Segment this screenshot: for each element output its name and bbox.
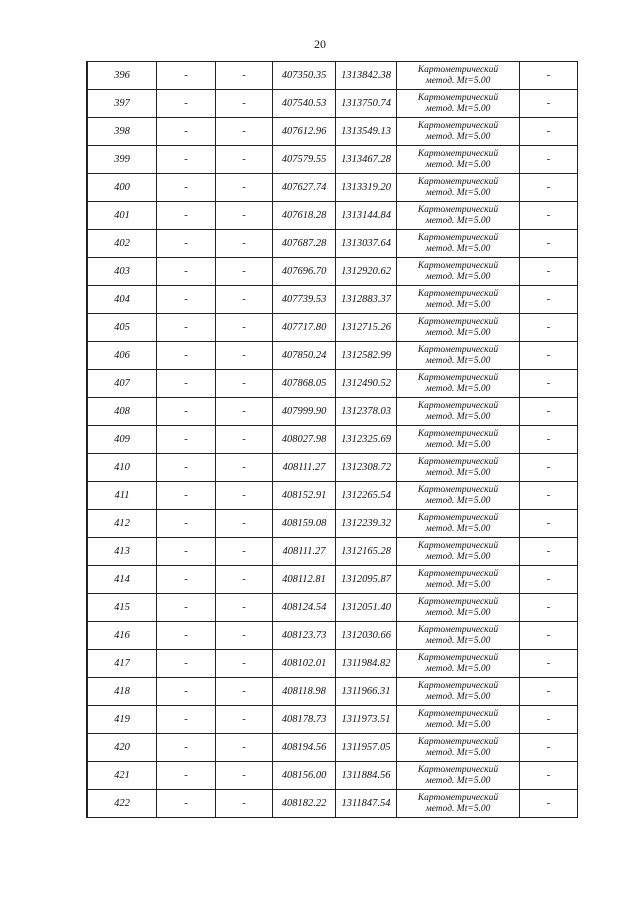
- empty-value-cell: -: [216, 342, 273, 370]
- y-coordinate-cell: 1311957.05: [336, 734, 397, 762]
- method-line-2: метод. Mt=5.00: [425, 719, 491, 730]
- method-cell: [397, 734, 520, 762]
- method-line-1: Картометрический: [417, 541, 499, 551]
- method-line-2: метод. Mt=5.00: [425, 747, 491, 758]
- point-number-cell: 401: [87, 202, 157, 230]
- method-cell: [397, 510, 520, 538]
- method-line-2: метод. Mt=5.00: [425, 775, 491, 786]
- point-number-cell: 410: [87, 454, 157, 482]
- method-cell: [397, 678, 520, 706]
- method-cell: [397, 566, 520, 594]
- method-line-1: Картометрический: [417, 765, 499, 775]
- y-coordinate-cell: 1312490.52: [336, 370, 397, 398]
- empty-value-cell: -: [157, 790, 216, 818]
- table-row: [87, 286, 578, 314]
- empty-value-cell: -: [157, 706, 216, 734]
- method-line-2: метод. Mt=5.00: [425, 523, 491, 534]
- method-line-1: Картометрический: [417, 737, 499, 747]
- method-line-1: Картометрический: [417, 149, 499, 159]
- y-coordinate-cell: 1313842.38: [336, 62, 397, 90]
- y-coordinate-cell: 1312030.66: [336, 622, 397, 650]
- note-cell: -: [520, 734, 578, 762]
- y-coordinate-cell: 1313037.64: [336, 230, 397, 258]
- method-line-1: Картометрический: [417, 121, 499, 131]
- method-cell: [397, 146, 520, 174]
- empty-value-cell: -: [157, 314, 216, 342]
- empty-value-cell: -: [216, 146, 273, 174]
- method-cell: [397, 314, 520, 342]
- empty-value-cell: -: [216, 202, 273, 230]
- empty-value-cell: -: [216, 790, 273, 818]
- y-coordinate-cell: 1312308.72: [336, 454, 397, 482]
- y-coordinate-cell: 1312239.32: [336, 510, 397, 538]
- method-cell: [397, 118, 520, 146]
- empty-value-cell: -: [157, 734, 216, 762]
- method-cell: [397, 538, 520, 566]
- x-coordinate-cell: 407696.70: [273, 258, 336, 286]
- method-cell: [397, 482, 520, 510]
- empty-value-cell: -: [216, 622, 273, 650]
- note-cell: -: [520, 538, 578, 566]
- empty-value-cell: -: [216, 594, 273, 622]
- y-coordinate-cell: 1312165.28: [336, 538, 397, 566]
- empty-value-cell: -: [216, 482, 273, 510]
- y-coordinate-cell: 1311984.82: [336, 650, 397, 678]
- empty-value-cell: -: [157, 342, 216, 370]
- point-number-cell: 402: [87, 230, 157, 258]
- note-cell: -: [520, 510, 578, 538]
- point-number-cell: 422: [87, 790, 157, 818]
- empty-value-cell: -: [216, 370, 273, 398]
- empty-value-cell: -: [157, 174, 216, 202]
- method-line-2: метод. Mt=5.00: [425, 663, 491, 674]
- point-number-cell: 400: [87, 174, 157, 202]
- table-row: [87, 538, 578, 566]
- table-row: [87, 454, 578, 482]
- note-cell: -: [520, 482, 578, 510]
- x-coordinate-cell: 407627.74: [273, 174, 336, 202]
- table-row: [87, 342, 578, 370]
- table-row: [87, 594, 578, 622]
- method-cell: [397, 622, 520, 650]
- y-coordinate-cell: 1312265.54: [336, 482, 397, 510]
- method-line-2: метод. Mt=5.00: [425, 75, 491, 86]
- point-number-cell: 396: [87, 62, 157, 90]
- table-row: [87, 650, 578, 678]
- x-coordinate-cell: 408111.27: [273, 538, 336, 566]
- point-number-cell: 399: [87, 146, 157, 174]
- method-line-1: Картометрический: [417, 261, 499, 271]
- method-line-1: Картометрический: [417, 401, 499, 411]
- empty-value-cell: -: [216, 62, 273, 90]
- x-coordinate-cell: 407540.53: [273, 90, 336, 118]
- method-cell: [397, 90, 520, 118]
- note-cell: -: [520, 650, 578, 678]
- table-row: [87, 202, 578, 230]
- note-cell: -: [520, 202, 578, 230]
- x-coordinate-cell: 407618.28: [273, 202, 336, 230]
- coordinates-table-body: [87, 62, 578, 818]
- method-line-1: Картометрический: [417, 485, 499, 495]
- method-line-1: Картометрический: [417, 625, 499, 635]
- x-coordinate-cell: 408027.98: [273, 426, 336, 454]
- table-row: [87, 622, 578, 650]
- method-cell: [397, 230, 520, 258]
- method-cell: [397, 370, 520, 398]
- empty-value-cell: -: [157, 622, 216, 650]
- point-number-cell: 421: [87, 762, 157, 790]
- note-cell: -: [520, 286, 578, 314]
- y-coordinate-cell: 1313319.20: [336, 174, 397, 202]
- y-coordinate-cell: 1313549.13: [336, 118, 397, 146]
- empty-value-cell: -: [216, 706, 273, 734]
- method-line-2: метод. Mt=5.00: [425, 551, 491, 562]
- empty-value-cell: -: [157, 90, 216, 118]
- point-number-cell: 414: [87, 566, 157, 594]
- method-line-1: Картометрический: [417, 513, 499, 523]
- method-line-2: метод. Mt=5.00: [425, 103, 491, 114]
- method-line-1: Картометрический: [417, 317, 499, 327]
- empty-value-cell: -: [216, 286, 273, 314]
- empty-value-cell: -: [216, 510, 273, 538]
- note-cell: -: [520, 370, 578, 398]
- note-cell: -: [520, 678, 578, 706]
- empty-value-cell: -: [157, 594, 216, 622]
- table-row: [87, 510, 578, 538]
- x-coordinate-cell: 407350.35: [273, 62, 336, 90]
- method-line-1: Картометрический: [417, 681, 499, 691]
- x-coordinate-cell: 408156.00: [273, 762, 336, 790]
- empty-value-cell: -: [157, 566, 216, 594]
- table-row: [87, 426, 578, 454]
- empty-value-cell: -: [216, 566, 273, 594]
- method-cell: [397, 258, 520, 286]
- empty-value-cell: -: [157, 370, 216, 398]
- point-number-cell: 407: [87, 370, 157, 398]
- empty-value-cell: -: [216, 90, 273, 118]
- method-line-1: Картометрический: [417, 793, 499, 803]
- point-number-cell: 420: [87, 734, 157, 762]
- table-row: [87, 790, 578, 818]
- method-line-2: метод. Mt=5.00: [425, 299, 491, 310]
- method-line-2: метод. Mt=5.00: [425, 691, 491, 702]
- method-cell: [397, 790, 520, 818]
- method-line-2: метод. Mt=5.00: [425, 467, 491, 478]
- empty-value-cell: -: [216, 258, 273, 286]
- note-cell: -: [520, 174, 578, 202]
- empty-value-cell: -: [157, 510, 216, 538]
- empty-value-cell: -: [157, 286, 216, 314]
- method-line-2: метод. Mt=5.00: [425, 495, 491, 506]
- method-line-2: метод. Mt=5.00: [425, 383, 491, 394]
- note-cell: -: [520, 314, 578, 342]
- x-coordinate-cell: 407739.53: [273, 286, 336, 314]
- y-coordinate-cell: 1313467.28: [336, 146, 397, 174]
- table-row: [87, 482, 578, 510]
- note-cell: -: [520, 230, 578, 258]
- table-row: [87, 314, 578, 342]
- x-coordinate-cell: 408102.01: [273, 650, 336, 678]
- point-number-cell: 419: [87, 706, 157, 734]
- method-cell: [397, 594, 520, 622]
- empty-value-cell: -: [216, 398, 273, 426]
- method-line-1: Картометрический: [417, 177, 499, 187]
- y-coordinate-cell: 1312051.40: [336, 594, 397, 622]
- table-row: [87, 678, 578, 706]
- x-coordinate-cell: 407612.96: [273, 118, 336, 146]
- empty-value-cell: -: [157, 62, 216, 90]
- method-cell: [397, 286, 520, 314]
- y-coordinate-cell: 1311966.31: [336, 678, 397, 706]
- empty-value-cell: -: [216, 118, 273, 146]
- method-line-1: Картометрический: [417, 93, 499, 103]
- empty-value-cell: -: [157, 650, 216, 678]
- method-cell: [397, 174, 520, 202]
- x-coordinate-cell: 408152.91: [273, 482, 336, 510]
- method-line-1: Картометрический: [417, 205, 499, 215]
- empty-value-cell: -: [157, 762, 216, 790]
- method-line-2: метод. Mt=5.00: [425, 579, 491, 590]
- method-line-1: Картометрический: [417, 569, 499, 579]
- empty-value-cell: -: [216, 678, 273, 706]
- note-cell: -: [520, 454, 578, 482]
- method-line-1: Картометрический: [417, 457, 499, 467]
- empty-value-cell: -: [157, 538, 216, 566]
- y-coordinate-cell: 1312920.62: [336, 258, 397, 286]
- empty-value-cell: -: [157, 230, 216, 258]
- method-cell: [397, 762, 520, 790]
- point-number-cell: 411: [87, 482, 157, 510]
- method-line-1: Картометрический: [417, 597, 499, 607]
- empty-value-cell: -: [216, 734, 273, 762]
- method-line-2: метод. Mt=5.00: [425, 355, 491, 366]
- point-number-cell: 408: [87, 398, 157, 426]
- method-line-2: метод. Mt=5.00: [425, 271, 491, 282]
- empty-value-cell: -: [157, 258, 216, 286]
- y-coordinate-cell: 1312095.87: [336, 566, 397, 594]
- empty-value-cell: -: [216, 538, 273, 566]
- empty-value-cell: -: [216, 230, 273, 258]
- method-line-1: Картометрический: [417, 345, 499, 355]
- note-cell: -: [520, 426, 578, 454]
- note-cell: -: [520, 706, 578, 734]
- method-line-2: метод. Mt=5.00: [425, 159, 491, 170]
- page-number: 20: [314, 37, 326, 51]
- y-coordinate-cell: 1313144.84: [336, 202, 397, 230]
- table-row: [87, 90, 578, 118]
- method-line-2: метод. Mt=5.00: [425, 243, 491, 254]
- method-cell: [397, 342, 520, 370]
- y-coordinate-cell: 1312883.37: [336, 286, 397, 314]
- y-coordinate-cell: 1312715.26: [336, 314, 397, 342]
- empty-value-cell: -: [157, 678, 216, 706]
- x-coordinate-cell: 408118.98: [273, 678, 336, 706]
- empty-value-cell: -: [216, 454, 273, 482]
- table-row: [87, 762, 578, 790]
- y-coordinate-cell: 1313750.74: [336, 90, 397, 118]
- empty-value-cell: -: [216, 650, 273, 678]
- x-coordinate-cell: 408182.22: [273, 790, 336, 818]
- x-coordinate-cell: 407868.05: [273, 370, 336, 398]
- x-coordinate-cell: 408124.54: [273, 594, 336, 622]
- point-number-cell: 405: [87, 314, 157, 342]
- point-number-cell: 398: [87, 118, 157, 146]
- note-cell: -: [520, 62, 578, 90]
- note-cell: -: [520, 566, 578, 594]
- point-number-cell: 403: [87, 258, 157, 286]
- empty-value-cell: -: [157, 454, 216, 482]
- y-coordinate-cell: 1312582.99: [336, 342, 397, 370]
- point-number-cell: 404: [87, 286, 157, 314]
- point-number-cell: 397: [87, 90, 157, 118]
- note-cell: -: [520, 118, 578, 146]
- method-cell: [397, 650, 520, 678]
- method-line-1: Картометрический: [417, 653, 499, 663]
- table-row: [87, 566, 578, 594]
- y-coordinate-cell: 1311973.51: [336, 706, 397, 734]
- method-cell: [397, 62, 520, 90]
- note-cell: -: [520, 258, 578, 286]
- method-line-2: метод. Mt=5.00: [425, 131, 491, 142]
- empty-value-cell: -: [157, 426, 216, 454]
- table-row: [87, 118, 578, 146]
- point-number-cell: 409: [87, 426, 157, 454]
- method-line-2: метод. Mt=5.00: [425, 411, 491, 422]
- table-row: [87, 258, 578, 286]
- y-coordinate-cell: 1312325.69: [336, 426, 397, 454]
- y-coordinate-cell: 1311847.54: [336, 790, 397, 818]
- note-cell: -: [520, 594, 578, 622]
- note-cell: -: [520, 398, 578, 426]
- table-row: [87, 146, 578, 174]
- x-coordinate-cell: 408159.08: [273, 510, 336, 538]
- point-number-cell: 416: [87, 622, 157, 650]
- table-row: [87, 706, 578, 734]
- method-line-2: метод. Mt=5.00: [425, 187, 491, 198]
- table-row: [87, 230, 578, 258]
- point-number-cell: 418: [87, 678, 157, 706]
- empty-value-cell: -: [216, 314, 273, 342]
- y-coordinate-cell: 1311884.56: [336, 762, 397, 790]
- empty-value-cell: -: [216, 174, 273, 202]
- method-cell: [397, 454, 520, 482]
- method-line-2: метод. Mt=5.00: [425, 635, 491, 646]
- x-coordinate-cell: 407687.28: [273, 230, 336, 258]
- x-coordinate-cell: 407999.90: [273, 398, 336, 426]
- x-coordinate-cell: 407579.55: [273, 146, 336, 174]
- point-number-cell: 406: [87, 342, 157, 370]
- note-cell: -: [520, 790, 578, 818]
- x-coordinate-cell: 408178.73: [273, 706, 336, 734]
- point-number-cell: 415: [87, 594, 157, 622]
- x-coordinate-cell: 407717.80: [273, 314, 336, 342]
- table-row: [87, 62, 578, 90]
- method-line-2: метод. Mt=5.00: [425, 215, 491, 226]
- method-cell: [397, 202, 520, 230]
- table-row: [87, 734, 578, 762]
- table-row: [87, 398, 578, 426]
- method-cell: [397, 706, 520, 734]
- x-coordinate-cell: 408123.73: [273, 622, 336, 650]
- point-number-cell: 417: [87, 650, 157, 678]
- point-number-cell: 413: [87, 538, 157, 566]
- x-coordinate-cell: 407850.24: [273, 342, 336, 370]
- empty-value-cell: -: [157, 482, 216, 510]
- method-line-1: Картометрический: [417, 289, 499, 299]
- x-coordinate-cell: 408111.27: [273, 454, 336, 482]
- method-cell: [397, 398, 520, 426]
- note-cell: -: [520, 762, 578, 790]
- point-number-cell: 412: [87, 510, 157, 538]
- y-coordinate-cell: 1312378.03: [336, 398, 397, 426]
- empty-value-cell: -: [216, 762, 273, 790]
- empty-value-cell: -: [216, 426, 273, 454]
- note-cell: -: [520, 342, 578, 370]
- method-line-1: Картометрический: [417, 65, 499, 75]
- coordinates-table: [86, 61, 578, 818]
- table-row: [87, 370, 578, 398]
- method-line-1: Картометрический: [417, 233, 499, 243]
- method-line-2: метод. Mt=5.00: [425, 327, 491, 338]
- table-row: [87, 174, 578, 202]
- note-cell: -: [520, 146, 578, 174]
- method-line-2: метод. Mt=5.00: [425, 803, 491, 814]
- method-line-1: Картометрический: [417, 709, 499, 719]
- method-line-2: метод. Mt=5.00: [425, 439, 491, 450]
- empty-value-cell: -: [157, 146, 216, 174]
- method-line-2: метод. Mt=5.00: [425, 607, 491, 618]
- x-coordinate-cell: 408194.56: [273, 734, 336, 762]
- method-line-1: Картометрический: [417, 373, 499, 383]
- x-coordinate-cell: 408112.81: [273, 566, 336, 594]
- method-cell: [397, 426, 520, 454]
- note-cell: -: [520, 90, 578, 118]
- empty-value-cell: -: [157, 398, 216, 426]
- note-cell: -: [520, 622, 578, 650]
- empty-value-cell: -: [157, 118, 216, 146]
- method-line-1: Картометрический: [417, 429, 499, 439]
- empty-value-cell: -: [157, 202, 216, 230]
